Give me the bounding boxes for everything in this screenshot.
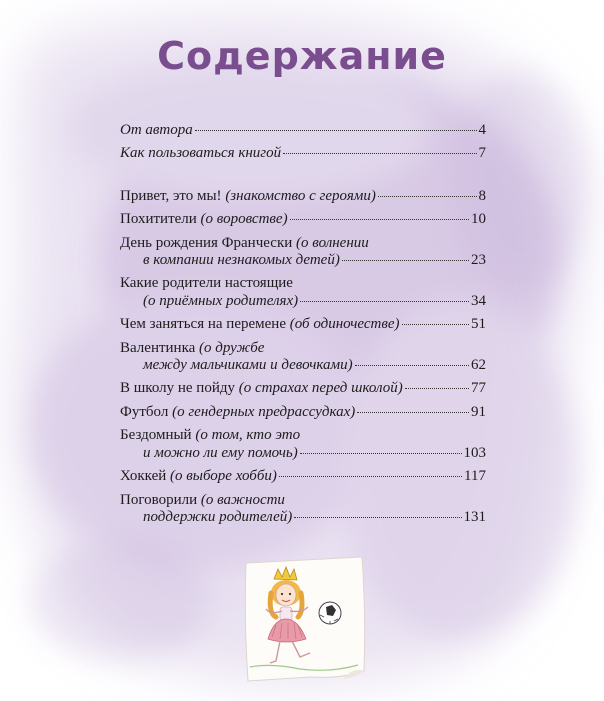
toc-entry-page: 10	[471, 211, 486, 228]
toc-entry-subtitle: (о страхах перед школой)	[238, 380, 403, 397]
toc-entry-subtitle: (о том, кто это	[195, 427, 301, 444]
toc-entry-page: 103	[463, 444, 486, 461]
toc-entry-subtitle: (знакомство с героями)	[225, 187, 376, 204]
toc-entry-subtitle: (об одиночестве)	[289, 316, 400, 333]
toc-entry-page: 8	[478, 187, 486, 204]
toc-entry-title: Футбол	[120, 403, 169, 420]
toc-entry-title: Поговорили	[120, 491, 198, 508]
toc-entry-title: Бездомный	[120, 427, 192, 444]
toc-entry-chapter-4[interactable]	[120, 275, 486, 310]
toc-entry-page: 34	[471, 292, 486, 309]
toc-entry-intro-2[interactable]	[120, 145, 486, 162]
toc-entry-chapter-7[interactable]	[120, 380, 486, 397]
toc-entry-title: Как пользоваться книгой	[120, 145, 282, 162]
toc-entry-chapter-9[interactable]	[120, 427, 486, 462]
toc-leader-dots	[342, 260, 469, 261]
toc-leader-dots	[279, 476, 462, 477]
toc-leader-dots	[357, 412, 469, 413]
toc-entry-chapter-11[interactable]	[120, 492, 486, 527]
toc-entry-chapter-8[interactable]	[120, 404, 486, 421]
toc-entry-subtitle-cont: между мальчиками и девочками)	[143, 357, 353, 374]
page-title: Содержание	[157, 34, 447, 78]
toc-entry-page: 23	[471, 252, 486, 269]
toc-entry-page: 4	[478, 122, 486, 138]
toc-leader-dots	[405, 388, 469, 389]
toc-entry-title: День рождения Франчески	[120, 234, 293, 251]
toc-entry-subtitle: (о воровстве)	[200, 211, 288, 228]
toc-entry-title: Хоккей	[120, 468, 167, 485]
toc-leader-dots	[300, 301, 469, 302]
toc-entry-title: В школу не пойду	[120, 380, 235, 397]
toc-entry-page: 51	[471, 316, 486, 333]
toc-entry-page: 77	[471, 380, 486, 397]
toc-entry-title: Валентинка	[120, 339, 196, 356]
toc-entry-chapter-3[interactable]	[120, 235, 486, 270]
table-of-contents	[120, 122, 486, 526]
toc-entry-subtitle: (о важности	[200, 491, 285, 508]
toc-entry-title: Чем заняться на перемене	[120, 316, 286, 333]
toc-entry-subtitle: (о выборе хобби)	[170, 468, 277, 485]
toc-entry-subtitle: (о волнении	[296, 234, 369, 251]
toc-leader-dots	[378, 196, 477, 197]
toc-entry-page: 131	[463, 508, 486, 525]
toc-entry-title: Похитители	[120, 211, 197, 228]
toc-entry-chapter-5[interactable]	[120, 316, 486, 333]
toc-leader-dots	[402, 324, 469, 325]
toc-entry-subtitle-cont: и можно ли ему помочь)	[143, 444, 298, 461]
toc-entry-page: 7	[478, 145, 486, 162]
toc-entry-chapter-6[interactable]	[120, 340, 486, 375]
toc-entry-subtitle: (о гендерных предрассудках)	[172, 403, 356, 420]
toc-leader-dots	[294, 517, 461, 518]
toc-entry-subtitle-cont: в компании незнакомых детей)	[143, 252, 340, 269]
toc-entry-subtitle-cont: (о приёмных родителях)	[143, 292, 299, 309]
toc-entry-page: 117	[464, 468, 486, 485]
toc-entry-subtitle-cont: поддержки родителей)	[143, 508, 293, 525]
child-drawing-icon	[240, 553, 372, 685]
toc-leader-dots	[195, 130, 477, 131]
toc-leader-dots	[355, 365, 469, 366]
toc-entry-page: 62	[471, 357, 486, 374]
toc-leader-dots	[283, 153, 476, 154]
toc-entry-page: 91	[471, 403, 486, 420]
toc-entry-title: От автора	[120, 122, 193, 138]
toc-leader-dots	[290, 219, 469, 220]
toc-entry-chapter-2[interactable]	[120, 211, 486, 228]
toc-leader-dots	[300, 453, 462, 454]
toc-entry-chapter-1[interactable]	[120, 188, 486, 205]
toc-entry-subtitle: (о дружбе	[199, 339, 265, 356]
toc-entry-chapter-10[interactable]	[120, 468, 486, 485]
toc-entry-intro-1[interactable]	[120, 122, 486, 139]
toc-entry-title: Привет, это мы!	[120, 187, 222, 204]
toc-entry-title: Какие родители настоящие	[120, 275, 293, 292]
